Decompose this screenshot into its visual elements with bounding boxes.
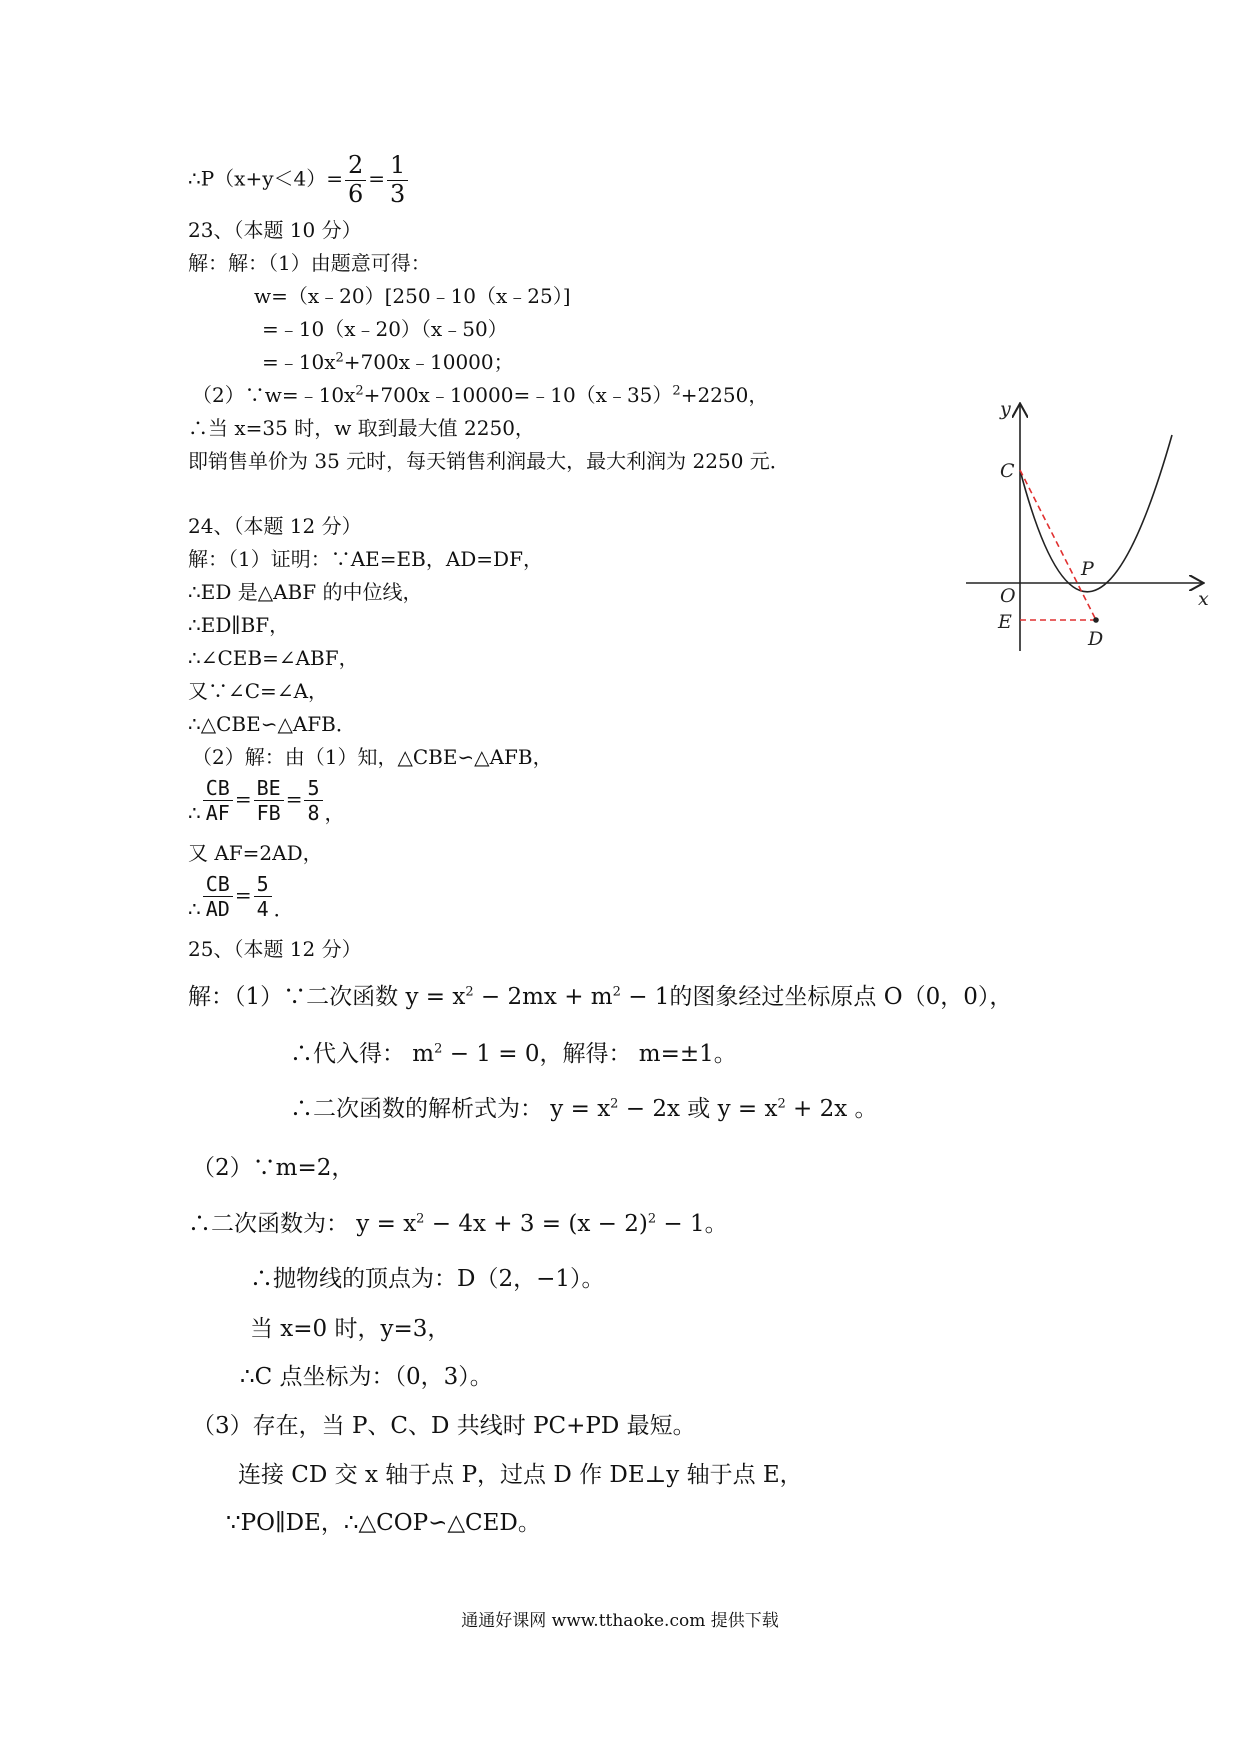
eq-part: +2250， [680,383,769,407]
eq-part: ∴代入得： m [290,1041,435,1067]
fraction-numerator: 1 [390,151,406,179]
eq-part: ∴二次函数为： y = x [188,1211,417,1237]
parabola-curve [1020,435,1172,592]
q25-point-c: ∴C 点坐标为：（0，3）。 [240,1364,493,1390]
eq-part: − 1的图象经过坐标原点 O（0，0）， [620,984,1013,1010]
q24-line-similar: ∴△CBE∽△AFB． [188,712,356,736]
eq-part: − 4x + 3 = (x − 2) [424,1211,648,1237]
q25-function [188,1213,728,1236]
point-p-label: P [1081,558,1094,580]
point-d-marker [1093,617,1099,623]
fraction-5-4 [254,872,272,921]
equals-sign: = [285,787,303,811]
x-axis-label: x [1198,588,1209,610]
q25-construct: 连接 CD 交 x 轴于点 P，过点 D 作 DE⊥y 轴于点 E， [238,1462,803,1488]
q24-part-2: （2）解：由（1）知，△CBE∽△AFB， [192,745,553,769]
equals-sign: = [368,166,386,191]
question-23-heading: 23、（本题 10 分） [188,218,362,242]
parabola-graph [960,395,1215,665]
eq-part: − 1。 [656,1211,728,1237]
q24-line-midline: ∴ED 是△ABF 的中位线， [188,580,423,604]
fraction-numerator: CB [205,872,230,896]
probability-result [188,152,410,208]
q25-substitute [290,1043,737,1066]
fraction-denominator: 8 [304,800,322,825]
comma: ， [324,801,345,825]
exponent: 2 [777,1096,786,1112]
fraction-numerator: 5 [256,872,269,896]
fraction-denominator: FB [254,800,284,825]
fraction-denominator: AF [203,800,233,825]
point-e-label: E [998,611,1012,633]
q23-equation-2: =﹣10（x﹣20）（x﹣50） [262,317,508,341]
q23-conclusion: 即销售单价为 35 元时，每天销售利润最大，最大利润为 2250 元． [188,449,790,473]
q24-line-parallel: ∴ED∥BF， [188,613,290,637]
eq-part: + 2x 。 [785,1096,878,1122]
eq-part: （2）∵w=﹣10x [192,383,356,407]
q24-ratio-line [188,776,345,825]
exponent: 2 [434,1041,443,1057]
q25-part-2: （2）∵m=2， [192,1155,355,1181]
fraction-denominator: 3 [387,180,408,209]
exponent: 2 [612,984,621,1000]
eq-part: 解：（1）∵二次函数 y = x [188,984,466,1010]
q23-equation-3 [262,352,514,372]
q24-af-2ad: 又 AF=2AD， [188,841,323,865]
exponent: 2 [416,1211,425,1227]
exponent: 2 [335,350,344,366]
fraction-5-8 [304,776,322,825]
eq-part: − 2mx + m [473,984,613,1010]
eq-part: =﹣10x [262,350,336,374]
question-24-heading: 24、（本题 12 分） [188,514,362,538]
exponent: 2 [610,1096,619,1112]
fraction-denominator: 4 [254,896,272,921]
q25-similar: ∵PO∥DE，∴△COP∽△CED。 [226,1510,541,1536]
fraction-cb-af [203,776,233,825]
fraction-numerator: BE [256,776,281,800]
fraction-2-6 [345,152,366,208]
exponent: 2 [465,984,474,1000]
page-footer: 通通好课网 www.tthaoke.com 提供下载 [461,1611,779,1631]
fraction-numerator: 2 [348,151,364,179]
segment-cd [1020,470,1096,620]
point-d-label: D [1088,628,1104,650]
period: ． [273,897,294,921]
q23-solution-intro: 解：解：（1）由题意可得： [188,251,431,275]
fraction-denominator: AD [203,896,233,921]
eq-part: − 2x 或 y = x [618,1096,778,1122]
y-axis-label: y [1000,398,1011,420]
q23-max-value: ∴当 x=35 时，w 取到最大值 2250， [188,416,535,440]
q25-part-1 [188,986,1012,1009]
q24-line-angle: ∴∠CEB=∠ABF， [188,646,359,670]
fraction-be-fb [254,776,284,825]
fraction-1-3 [387,152,408,208]
origin-label: O [1000,585,1016,607]
fraction-cb-ad [203,872,233,921]
therefore-sign: ∴ [188,801,201,825]
probability-prefix: ∴P（x+y＜4）= [188,166,343,191]
fraction-numerator: 5 [307,776,320,800]
eq-part: − 1 = 0，解得： m=±1。 [442,1041,737,1067]
q24-final-ratio [188,872,294,921]
q25-vertex: ∴抛物线的顶点为：D（2，−1）。 [250,1266,605,1292]
point-c-label: C [1000,460,1015,482]
eq-part: +700x﹣10000=﹣10（x﹣35） [363,383,673,407]
q25-expressions [290,1098,878,1121]
exponent: 2 [672,383,681,399]
q23-equation-1: w=（x﹣20）[250﹣10（x﹣25）] [254,284,571,308]
fraction-denominator: 6 [345,180,366,209]
therefore-sign: ∴ [188,897,201,921]
equals-sign: = [234,883,252,907]
q25-part-3: （3）存在，当 P、C、D 共线时 PC+PD 最短。 [192,1413,696,1439]
question-25-heading: 25、（本题 12 分） [188,937,362,961]
equals-sign: = [234,787,252,811]
fraction-numerator: CB [205,776,230,800]
q24-line-angle-c: 又∵∠C=∠A， [188,679,329,703]
eq-part: ∴二次函数的解析式为： y = x [290,1096,611,1122]
exponent: 2 [355,383,364,399]
q24-proof-start: 解：（1）证明：∵AE=EB，AD=DF， [188,547,543,571]
q25-x-zero: 当 x=0 时，y=3， [250,1316,451,1342]
eq-part: +700x﹣10000； [343,350,514,374]
q23-part-2 [192,385,768,405]
exponent: 2 [647,1211,657,1227]
